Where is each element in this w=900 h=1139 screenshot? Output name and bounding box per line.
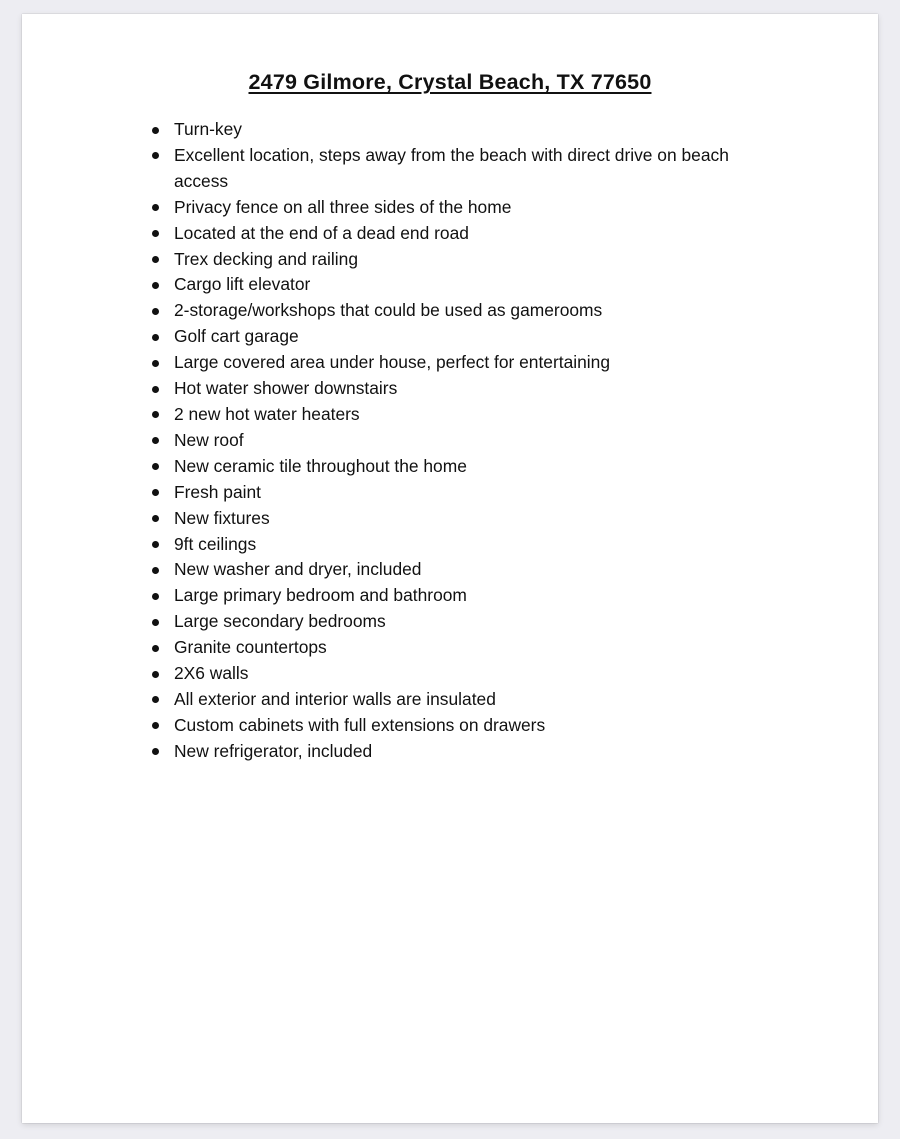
feature-list-item: 2X6 walls <box>174 661 764 687</box>
feature-list-item: Hot water shower downstairs <box>174 376 764 402</box>
feature-list-item: Large primary bedroom and bathroom <box>174 583 764 609</box>
feature-list-item: Located at the end of a dead end road <box>174 221 764 247</box>
feature-list-item: Large covered area under house, perfect for entertaining <box>174 350 764 376</box>
feature-list-item: New washer and dryer, included <box>174 557 764 583</box>
feature-list-item: New roof <box>174 428 764 454</box>
feature-list-item: 9ft ceilings <box>174 532 764 558</box>
page-title <box>22 14 878 95</box>
feature-list-item: New fixtures <box>174 506 764 532</box>
feature-list-item: All exterior and interior walls are insulated <box>174 687 764 713</box>
feature-list-item: Large secondary bedrooms <box>174 609 764 635</box>
feature-list-item: Fresh paint <box>174 480 764 506</box>
feature-list-item: Cargo lift elevator <box>174 272 764 298</box>
page-title-text: 2479 Gilmore, Crystal Beach, TX 77650 <box>248 70 652 94</box>
feature-list-item: Golf cart garage <box>174 324 764 350</box>
feature-list-item: Turn-key <box>174 117 764 143</box>
feature-list-item: Trex decking and railing <box>174 247 764 273</box>
document-page <box>22 14 878 1123</box>
feature-list <box>22 117 764 765</box>
feature-list-item: 2-storage/workshops that could be used as gamerooms <box>174 298 764 324</box>
feature-list-item: Custom cabinets with full extensions on drawers <box>174 713 764 739</box>
feature-list-item: 2 new hot water heaters <box>174 402 764 428</box>
feature-list-item: Granite countertops <box>174 635 764 661</box>
feature-list-item: New refrigerator, included <box>174 739 764 765</box>
feature-list-item: Excellent location, steps away from the beach with direct drive on beach access <box>174 143 764 195</box>
feature-list-item: Privacy fence on all three sides of the home <box>174 195 764 221</box>
feature-list-item: New ceramic tile throughout the home <box>174 454 764 480</box>
